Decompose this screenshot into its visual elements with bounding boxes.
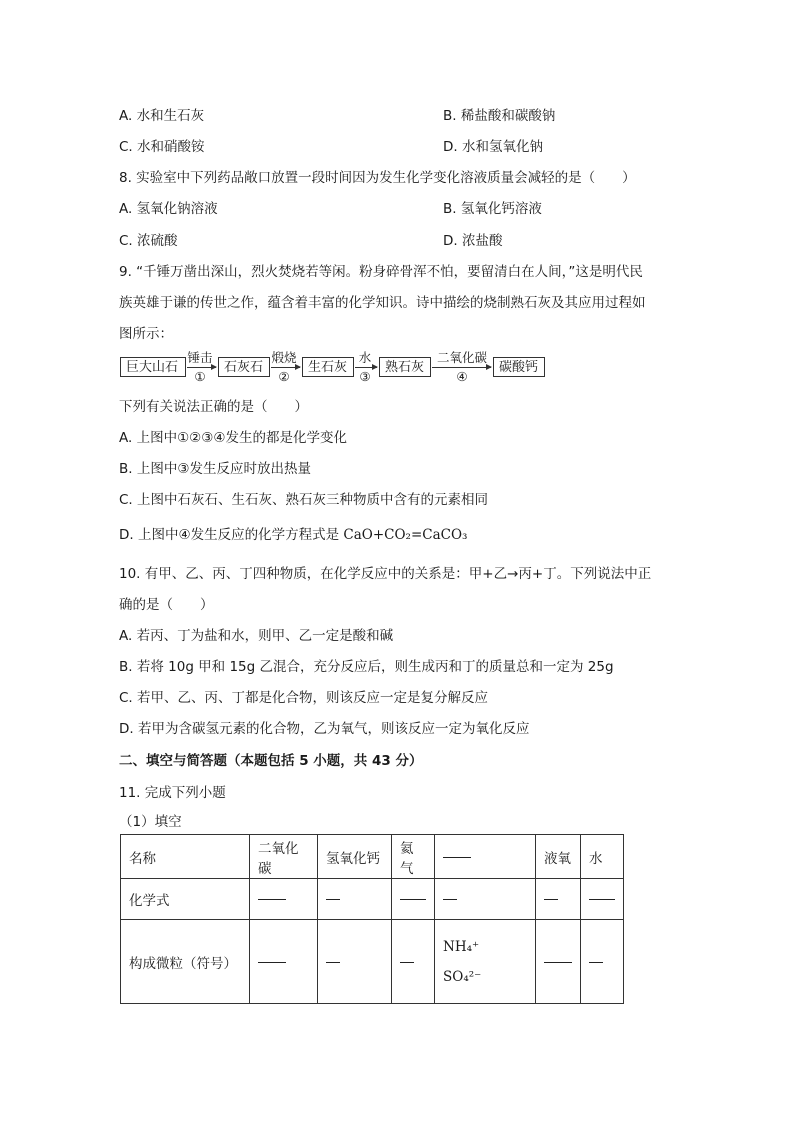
q7-option-d: D. 水和氢氧化钠 xyxy=(443,139,543,155)
row-label-formula: 化学式 xyxy=(121,879,250,920)
table-row-particle xyxy=(121,920,624,1004)
formula-cell-h2o[interactable] xyxy=(581,879,624,920)
particle-cell-o2[interactable] xyxy=(536,920,581,1004)
flow-box-slaked-lime: 熟石灰 xyxy=(379,357,431,377)
q9-option-d-equation: CaO+CO₂=CaCO₃ xyxy=(343,527,468,543)
answer-blank[interactable] xyxy=(258,898,286,900)
header-liquid-oxygen: 液氧 xyxy=(536,835,581,879)
flow-arrow-2 xyxy=(271,367,300,368)
row-label-particle: 构成微粒（符号） xyxy=(121,920,250,1004)
flow-arrow-3-label-top: 水 xyxy=(358,350,372,365)
flow-arrow-3-label-bottom: ③ xyxy=(359,369,371,384)
q9-stem-line3: 图所示： xyxy=(119,326,173,342)
answer-blank[interactable] xyxy=(326,898,340,900)
particle-cell-co2[interactable] xyxy=(250,920,318,1004)
q10-option-b: B. 若将 10g 甲和 15g 乙混合，充分反应后，则生成丙和丁的质量总和一定为 25g xyxy=(119,659,614,675)
formula-cell-he[interactable] xyxy=(392,879,435,920)
q10-option-c: C. 若甲、乙、丙、丁都是化合物，则该反应一定是复分解反应 xyxy=(119,690,489,706)
formula-cell-co2[interactable] xyxy=(250,879,318,920)
answer-blank[interactable] xyxy=(326,961,340,963)
flow-arrow-1-label-bottom: ① xyxy=(194,369,206,384)
q7-option-a: A. 水和生石灰 xyxy=(119,108,205,124)
flow-arrow-4-label-bottom: ④ xyxy=(456,369,468,384)
ion-ammonium: NH₄⁺ xyxy=(443,938,480,955)
q10-stem-line1: 10. 有甲、乙、丙、丁四种物质，在化学反应中的关系是：甲+乙→丙+丁。下列说法中正 xyxy=(119,566,652,582)
flow-box-rock: 巨大山石 xyxy=(120,357,186,377)
flow-arrow-2-label-top: 煅烧 xyxy=(271,350,297,365)
q7-option-b: B. 稀盐酸和碳酸钠 xyxy=(443,108,556,124)
answer-blank[interactable] xyxy=(544,898,558,900)
q10-option-d: D. 若甲为含碳氢元素的化合物，乙为氧气，则该反应一定为氧化反应 xyxy=(119,721,530,737)
answer-blank[interactable] xyxy=(258,961,286,963)
answer-blank[interactable] xyxy=(443,898,457,900)
flow-box-calcium-carbonate: 碳酸钙 xyxy=(493,357,545,377)
flow-arrow-4 xyxy=(432,367,491,368)
q9-stem-line1: 9. “千锤万凿出深山，烈火焚烧若等闲。粉身碎骨浑不怕，要留清白在人间，”这是明代民 xyxy=(119,264,643,280)
q9-stem-line2: 族英雄于谦的传世之作，蕴含着丰富的化学知识。诗中描绘的烧制熟石灰及其应用过程如 xyxy=(119,295,646,311)
q10-option-a: A. 若丙、丁为盐和水，则甲、乙一定是酸和碱 xyxy=(119,628,394,644)
q11-stem: 11. 完成下列小题 xyxy=(119,785,226,801)
header-name: 名称 xyxy=(121,835,250,879)
particle-cell-caoh2[interactable] xyxy=(318,920,392,1004)
formula-cell-blank[interactable] xyxy=(435,879,536,920)
flow-arrow-4-label-top: 二氧化碳 xyxy=(436,350,487,365)
answer-blank[interactable] xyxy=(400,961,414,963)
table-header-row xyxy=(121,835,624,879)
flow-arrow-1 xyxy=(187,367,216,368)
q11-fill-table xyxy=(120,834,624,1004)
ion-sulfate: SO₄²⁻ xyxy=(443,968,482,985)
answer-blank[interactable] xyxy=(544,961,572,963)
q11-subquestion-1: （1）填空 xyxy=(119,814,182,830)
q9-option-d-text: D. 上图中④发生反应的化学方程式是 xyxy=(119,527,344,543)
q9-option-c: C. 上图中石灰石、生石灰、熟石灰三种物质中含有的元素相同 xyxy=(119,492,489,508)
q8-stem: 8. 实验室中下列药品敞口放置一段时间因为发生化学变化溶液质量会减轻的是（ ） xyxy=(119,170,636,186)
header-carbon-dioxide: 二氧化碳 xyxy=(250,835,318,879)
flow-arrow-3 xyxy=(355,367,377,368)
q8-option-c: C. 浓硫酸 xyxy=(119,233,178,249)
q9-option-a: A. 上图中①②③④发生的都是化学变化 xyxy=(119,430,347,446)
particle-cell-he[interactable] xyxy=(392,920,435,1004)
q8-option-a: A. 氢氧化钠溶液 xyxy=(119,201,218,217)
flow-arrow-1-label-top: 锤击 xyxy=(187,350,213,365)
q8-option-d: D. 浓盐酸 xyxy=(443,233,503,249)
formula-cell-o2[interactable] xyxy=(536,879,581,920)
q8-option-b: B. 氢氧化钙溶液 xyxy=(443,201,542,217)
flow-box-limestone: 石灰石 xyxy=(218,357,270,377)
answer-blank[interactable] xyxy=(443,856,471,858)
header-water: 水 xyxy=(581,835,624,879)
particle-cell-h2o[interactable] xyxy=(581,920,624,1004)
particle-cell-ions xyxy=(435,920,536,1004)
q10-stem-line2: 确的是（ ） xyxy=(119,597,214,613)
header-blank[interactable] xyxy=(435,835,536,879)
q9-prompt: 下列有关说法正确的是（ ） xyxy=(119,399,308,415)
q9-option-d xyxy=(119,523,467,543)
answer-blank[interactable] xyxy=(589,961,603,963)
header-helium: 氦气 xyxy=(392,835,435,879)
q9-option-b: B. 上图中③发生反应时放出热量 xyxy=(119,461,311,477)
section-2-heading: 二、填空与简答题（本题包括 5 小题，共 43 分） xyxy=(119,753,423,769)
answer-blank[interactable] xyxy=(400,898,426,900)
header-calcium-hydroxide: 氢氧化钙 xyxy=(318,835,392,879)
flow-box-quicklime: 生石灰 xyxy=(302,357,354,377)
table-row-formula xyxy=(121,879,624,920)
answer-blank[interactable] xyxy=(589,898,615,900)
formula-cell-caoh2[interactable] xyxy=(318,879,392,920)
flow-arrow-2-label-bottom: ② xyxy=(278,369,290,384)
q7-option-c: C. 水和硝酸铵 xyxy=(119,139,205,155)
